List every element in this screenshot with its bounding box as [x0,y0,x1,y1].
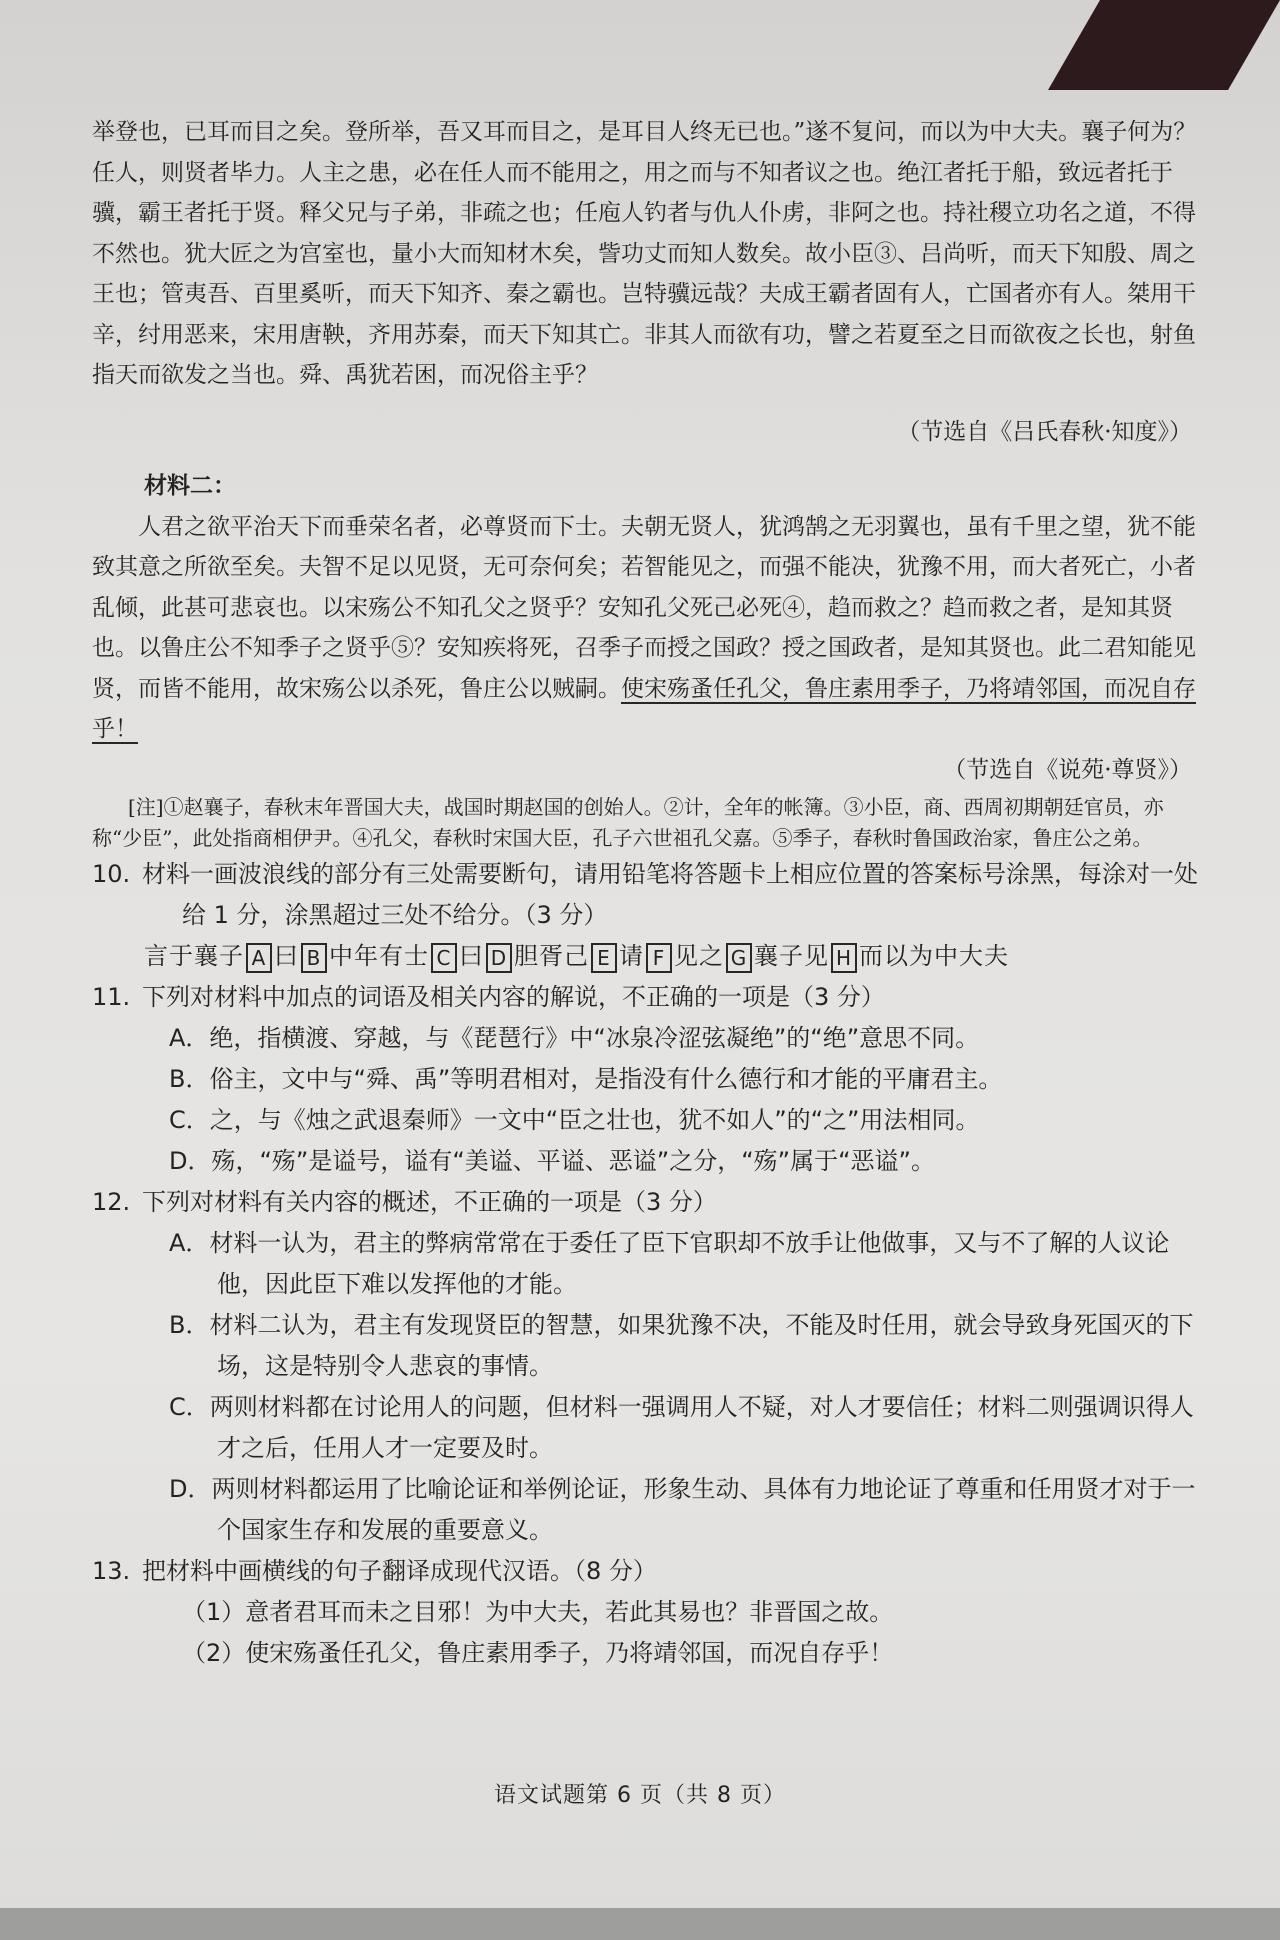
mark-c[interactable]: C [431,943,457,973]
question-10 [92,854,1202,977]
q13-text: 把材料中画横线的句子翻译成现代汉语。（8 分） [142,1557,657,1585]
q11-text: 下列对材料中加点的词语及相关内容的解说，不正确的一项是（3 分） [142,983,885,1011]
q12-text: 下列对材料有关内容的概述，不正确的一项是（3 分） [142,1188,717,1216]
page-footer: 语文试题第 6 页（共 8 页） [494,1783,786,1808]
page-content [92,112,1202,1674]
q10-segment: 而以为中大夫 [859,942,1009,970]
material2-title: 材料二： [144,472,236,499]
q10-segment: 曰 [274,942,299,970]
mark-d[interactable]: D [486,943,512,973]
q10-segment: 言于襄子 [144,942,244,970]
q13-number: 13. [92,1557,131,1585]
q11-option-b: B．俗主，文中与“舜、禹”等明君相对，是指没有什么德行和才能的平庸君主。 [169,1065,1003,1093]
q13-item-1: （1）意者君耳而未之目邪！为中大夫，若此其易也？非晋国之故。 [182,1598,894,1626]
q12-number: 12. [92,1188,131,1216]
q10-segment: 曰 [459,942,484,970]
mark-h[interactable]: H [831,943,857,973]
material1-source: （节选自《吕氏春秋·知度》） [897,418,1192,445]
q12-option-b: B．材料二认为，君主有发现贤臣的智慧，如果犹豫不决，不能及时任用，就会导致身死国灭的下场，这是特别令人悲哀的事情。 [169,1311,1194,1380]
q11-option-a: A．绝，指横渡、穿越，与《琵琶行》中“冰泉冷涩弦凝绝”的“绝”意思不同。 [169,1024,980,1052]
footnotes [92,792,1202,854]
q10-segment: 胆胥己 [514,942,589,970]
q10-segment: 请 [619,942,644,970]
q10-answer-marks [92,936,1202,977]
mark-e[interactable]: E [591,943,617,973]
notes-text: [注]①赵襄子，春秋末年晋国大夫，战国时期赵国的创始人。②计，全年的帐簿。③小臣，商、西周初期朝廷官员，亦称“少臣”，此处指商相伊尹。④孔父，春秋时宋国大臣，孔子六世祖孔父嘉。⑤季子，春秋时鲁国政治家，鲁庄公之弟。 [92,795,1164,850]
q10-number: 10. [92,860,131,888]
q11-number: 11. [92,983,131,1011]
q12-option-c: C．两则材料都在讨论用人的问题，但材料一强调用人不疑，对人才要信任；材料二则强调识得人才之后，任用人才一定要及时。 [169,1393,1194,1462]
mark-a[interactable]: A [246,943,272,973]
mark-g[interactable]: G [726,943,752,973]
q10-segment: 见之 [674,942,724,970]
question-12 [92,1182,1202,1551]
q10-segment: 中年有士 [329,942,429,970]
desk-edge [0,1908,1280,1940]
q11-option-d: D．殇，“殇”是谥号，谥有“美谥、平谥、恶谥”之分，“殇”属于“恶谥”。 [169,1147,935,1175]
material1-text: 举登也，已耳而目之矣。登所举，吾又耳而目之，是耳目人终无已也。”遂不复问，而以为中大夫。襄子何为？任人，则贤者毕力。人主之患，必在任人而不能用之，用之而与不知者议之也。绝江者托于船，致远者托于骥，霸王者托于贤。释父兄与子弟，非疏之也；任庖人钓者与仇人仆虏，非阿之也。持社稷立功名之道，不得不然也。犹大匠之为宫室也，量小大而知材木矣，訾功丈而知人数矣。故小臣③、吕尚听，而天下知殷、周之王也；管夷吾、百里奚听，而天下知齐、秦之霸也。岂特骥远哉？夫成王霸者固有人，亡国者亦有人。桀用干辛，纣用恶来，宋用唐鞅，齐用苏秦，而天下知其亡。非其人而欲有功，譬之若夏至之日而欲夜之长也，射鱼指天而欲发之当也。舜、禹犹若困，而况俗主乎？ [92,119,1197,388]
mark-f[interactable]: F [646,943,672,973]
material2-underlined-sentence: 使宋殇蚤任孔父，鲁庄素用季子，乃将靖邻国，而况自存乎！ [92,675,1196,742]
q10-text: 材料一画波浪线的部分有三处需要断句，请用铅笔将答题卡上相应位置的答案标号涂黑，每涂对一处给 1 分，涂黑超过三处不给分。（3 分） [142,860,1198,929]
question-11 [92,977,1202,1182]
q11-option-c: C．之，与《烛之武退秦师》一文中“臣之壮也，犹不如人”的“之”用法相同。 [169,1106,980,1134]
material2-text [92,507,1202,750]
question-13 [92,1551,1202,1674]
q10-segment: 襄子见 [754,942,829,970]
material2-body: 人君之欲平治天下而垂荣名者，必尊贤而下士。夫朝无贤人，犹鸿鹄之无羽翼也，虽有千里之望，犹不能致其意之所欲至矣。夫智不足以见贤，无可奈何矣；若智能见之，而强不能决，犹豫不用，而大者死亡，小者乱倾，此甚可悲哀也。以宋殇公不知孔父之贤乎？安知孔父死己必死④，趋而救之？趋而救之者，是知其贤也。以鲁庄公不知季子之贤乎⑤？安知疾将死，召季子而授之国政？授之国政者，是知其贤也。此二君知能见贤，而皆不能用，故宋殇公以杀死，鲁庄公以贼嗣。 [92,513,1196,702]
q13-item-2: （2）使宋殇蚤任孔父，鲁庄素用季子，乃将靖邻国，而况自存乎！ [182,1639,894,1667]
q12-option-d: D．两则材料都运用了比喻论证和举例论证，形象生动、具体有力地论证了尊重和任用贤才对于一个国家生存和发展的重要意义。 [169,1475,1196,1544]
mark-b[interactable]: B [301,943,327,973]
material2-source: （节选自《说苑·尊贤》） [943,756,1192,783]
q12-option-a: A．材料一认为，君主的弊病常常在于委任了臣下官职却不放手让他做事，又与不了解的人议论他，因此臣下难以发挥他的才能。 [169,1229,1170,1298]
